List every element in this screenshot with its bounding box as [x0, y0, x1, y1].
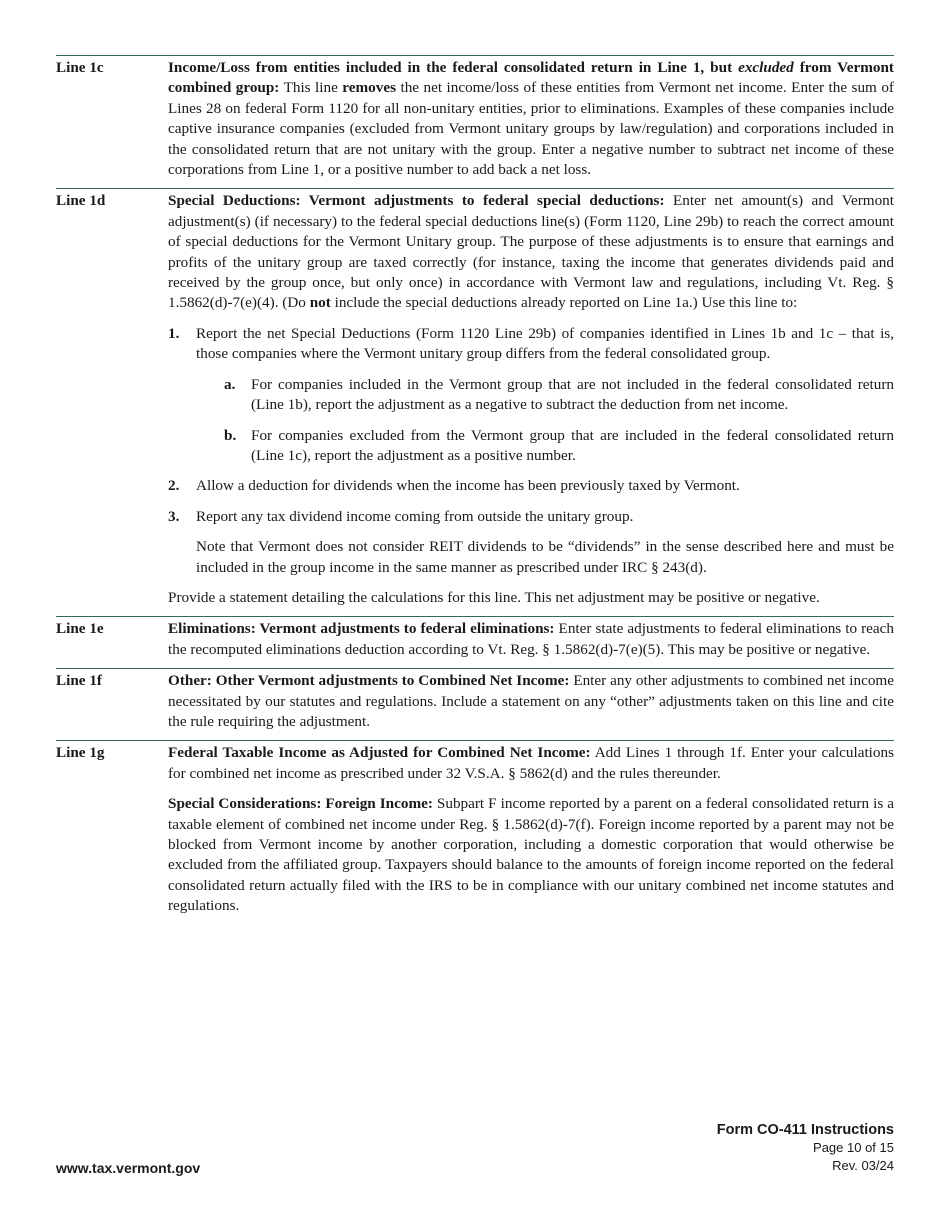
line-1e-entry	[56, 616, 894, 660]
page-number: Page 10 of 15	[813, 1140, 894, 1155]
line-1g-entry	[56, 740, 894, 916]
line-description: Special Deductions: Vermont adjustments to federal special deductions: Enter net amount(s) and Vermont adjustment(s) (if necessary) to the federal special deductions line(s) (Form 1120, Line 29b) to reach the correct amount of special deductions for the Vermont Unitary group. The purpose of these adjustments is to ensure that earnings and profits of the unitary group are taxed correctly (for instance, taxing the income that generates dividends paid and received by the group once, but only once) in accordance with Vermont law and regulations, including Vt. Reg. § 1.5862(d)-7(e)(4). (Do not include the special deductions already reported on Line 1a.) Use this line to: 1. Report the net Special Deductions (Form 1120 Line 29b) of companies identified in Lines 1b and 1c – that is, those companies where the Vermont unitary group differs from the federal consolidated group. a. For companies included in the Vermont group that are not included in the federal consolidated return (Line 1b), report the adjustment as a negative to subtract the deduction from net income. b. For companies excluded from the Vermont group that are included in the federal consolidated return (Line 1c), report the adjustment as a positive number. 2. Allow a deduction for dividends when the income has been previously taxed by Vermont. 3. Report any tax dividend income coming from outside the unitary group. Note that Vermont does not consider REIT dividends to be “dividends” in the sense described here and must be included in the group income in the same manner as prescribed under IRC § 243(d). Provide a statement detailing the calculations for this line. This net adjustment may be positive or negative.	[168, 191, 894, 608]
statement-note: Provide a statement detailing the calculations for this line. This net adjustment may be positive or negative.	[168, 588, 820, 606]
line-description: Federal Taxable Income as Adjusted for Combined Net Income: Add Lines 1 through 1f. Enter your calculations for combined net income as prescribed under 32 V.S.A. § 5862(d) and the rules thereunder. Special Considerations: Foreign Income: Subpart F income reported by a parent on a federal consolidated return is a taxable element of combined net income under Reg. § 1.5862(d)-7(f). Foreign income reported by a parent may not be blocked from Vermont income by another corporation, including a domestic corporation that would otherwise be excluded from the affiliated group. Taxpayers should balance to the amounts of foreign income reported on the federal consolidated return actually filed with the IRS to be in compliance with our unitary combined net income statutes and regulations.	[168, 744, 894, 915]
sub-list-item: b. For companies excluded from the Vermont group that are included in the federal consolidated return (Line 1c), report the adjustment as a positive number.	[224, 426, 894, 464]
list-item: 2. Allow a deduction for dividends when the income has been previously taxed by Vermont.	[168, 477, 740, 495]
reit-note: Note that Vermont does not consider REIT dividends to be “dividends” in the sense described here and must be included in the group income in the same manner as prescribed under IRC § 243(d).	[196, 538, 894, 576]
line-description: Eliminations: Vermont adjustments to federal eliminations: Enter state adjustments to federal eliminations to reach the recomputed eliminations deduction according to Vt. Reg. § 1.5862(d)-7(e)(5). This may be positive or negative.	[168, 620, 895, 658]
list-item: 1. Report the net Special Deductions (Form 1120 Line 29b) of companies identified in Lines 1b and 1c – that is, those companies where the Vermont unitary group differs from the federal consolidated group.	[168, 324, 894, 363]
line-label: Line 1f	[56, 672, 102, 690]
sub-list-item: a. For companies included in the Vermont group that are not included in the federal consolidated return (Line 1b), report the adjustment as a negative to subtract the deduction from net income.	[224, 375, 894, 414]
line-heading: Other: Other Vermont adjustments to Combined Net Income:	[168, 672, 570, 690]
line-description: Income/Loss from entities included in the federal consolidated return in Line 1, but excluded from Vermont combined group: This line removes the net income/loss of these entities from Vermont net income. Enter the sum of Lines 28 on federal Form 1120 for all non-unitary entities, prior to eliminations. Examples of these companies include captive insurance companies (excluded from Vermont unitary groups by law/regulation) and corporations included in the consolidated return that are not unitary with the group. Enter a negative number to subtract net income of these corporations from Line 1, or a positive number to add back a net loss.	[168, 59, 894, 179]
line-heading: Federal Taxable Income as Adjusted for Combined Net Income:	[168, 744, 591, 762]
list-item: 3. Report any tax dividend income coming from outside the unitary group.	[168, 507, 634, 525]
line-heading: Eliminations: Vermont adjustments to federal eliminations:	[168, 620, 555, 638]
page-footer	[717, 1121, 894, 1175]
instructions-content	[56, 55, 894, 925]
line-1f-entry	[56, 668, 894, 732]
line-label: Line 1c	[56, 59, 104, 76]
website-link[interactable]: www.tax.vermont.gov	[56, 1160, 201, 1176]
line-heading: Special Deductions: Vermont adjustments to federal special deductions:	[168, 192, 665, 210]
line-heading: Income/Loss from entities included in the federal consolidated return in Line 1, but excluded from Vermont combined group:	[168, 59, 894, 97]
special-considerations-heading: Special Considerations: Foreign Income:	[168, 795, 433, 813]
line-label: Line 1g	[56, 744, 105, 762]
form-title: Form CO-411 Instructions	[716, 1122, 894, 1138]
line-label: Line 1e	[56, 620, 104, 638]
line-description: Other: Other Vermont adjustments to Combined Net Income: Enter any other adjustments to combined net income necessitated by our statutes and regulations. Include a statement on any “other” adjustments taken on this line and cite the rule requiring the adjustment.	[168, 672, 894, 730]
line-label: Line 1d	[56, 192, 106, 210]
line-1d-entry	[56, 188, 894, 608]
revision-date: Rev. 03/24	[832, 1158, 894, 1173]
line-1c-entry	[56, 55, 894, 180]
